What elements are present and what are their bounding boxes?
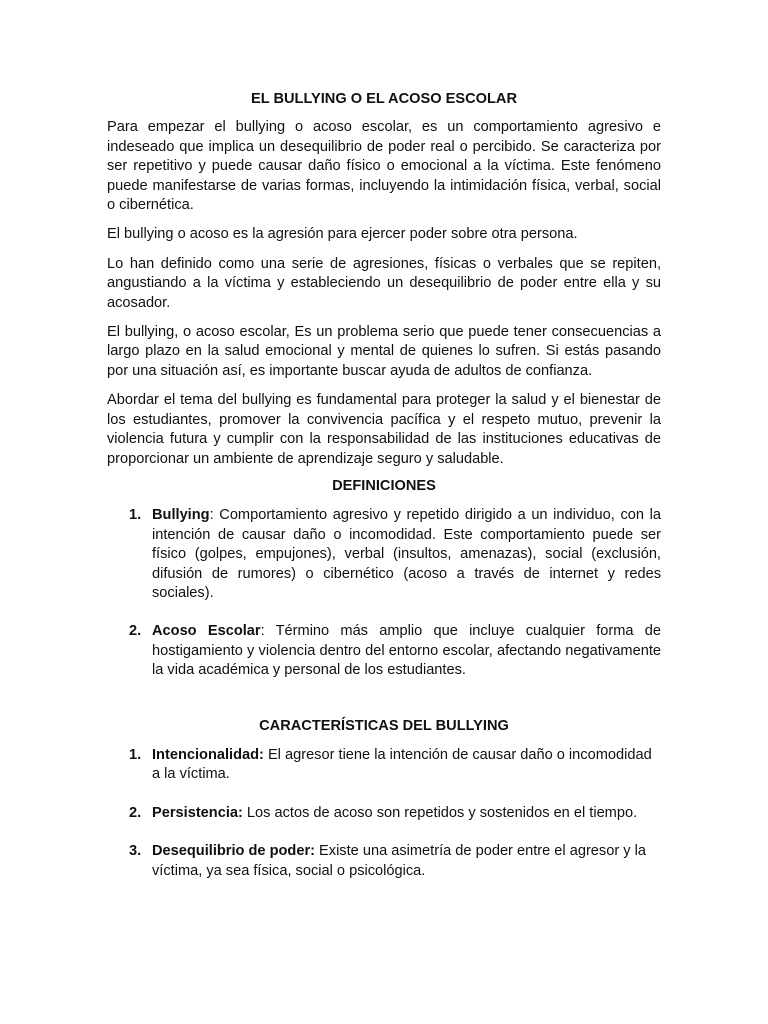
list-item: [107, 804, 661, 823]
list-number: 2.: [129, 804, 142, 821]
list-item-text: [152, 746, 661, 785]
definitions-list: [107, 506, 661, 680]
list-item-text: [152, 506, 661, 603]
characteristic-text: Los actos de acoso son repetidos y sostenidos en el tiempo.: [242, 804, 638, 821]
characteristic-term: Desequilibrio de poder:: [152, 843, 315, 860]
document-title: EL BULLYING O EL ACOSO ESCOLAR: [251, 91, 517, 107]
term-separator: :: [260, 623, 265, 640]
definition-paragraph: El bullying o acoso es la agresión para ejercer poder sobre otra persona.: [107, 226, 578, 243]
characteristic-term: Persistencia:: [152, 804, 243, 821]
list-number: 1.: [129, 507, 142, 524]
list-number: 2.: [129, 623, 142, 640]
list-item: [107, 506, 661, 603]
aggression-paragraph: Lo han definido como una serie de agresiones, físicas o verbales que se repiten, angustiando a la víctima y estableciendo un desequilibrio de poder entre ella y su acosador.: [107, 255, 661, 311]
list-item: [107, 746, 661, 785]
document-page: [107, 90, 661, 900]
consequences-paragraph: El bullying, o acoso escolar, Es un problema serio que puede tener consecuencias a largo plazo en la salud emocional y mental de quienes lo sufren. Si estás pasando por una situación así, es importante buscar ayuda de adultos de confianza.: [107, 324, 661, 379]
characteristic-text: El agresor tiene la intención de causar daño o incomodidad a la víctima.: [152, 746, 652, 783]
definition-text: Comportamiento agresivo y repetido dirigido a un individuo, con la intención de causar daño o incomodidad. Este comportamiento puede ser físico (golpes, empujones), verbal (insultos, amenazas), social (exclusión, difusión de rumores) o cibernético (acoso a través de internet y redes sociales).: [152, 507, 661, 601]
list-item-text: [152, 804, 661, 823]
characteristics-list: [107, 746, 661, 881]
list-item-text: [152, 622, 661, 680]
term-separator: :: [209, 507, 214, 524]
intro-paragraph: Para empezar el bullying o acoso escolar, es un comportamiento agresivo e indeseado que implica un desequilibrio de poder real o percibido. Se caracteriza por ser repetitivo y puede causar daño físico o emocional a la víctima. Este fenómeno puede manifestarse de varias formas, incluyendo la intimidación física, verbal, social o cibernética.: [107, 119, 661, 214]
definition-term: Acoso Escolar: [152, 623, 261, 640]
list-item: [107, 622, 661, 680]
list-item: [107, 842, 661, 881]
characteristics-heading: CARACTERÍSTICAS DEL BULLYING: [259, 717, 509, 734]
definition-term: Bullying: [152, 507, 210, 524]
characteristic-text: Existe una asimetría de poder entre el agresor y la víctima, ya sea física, social o psicológica.: [152, 843, 646, 879]
list-number: 3.: [129, 843, 142, 860]
definition-text: Término más amplio que incluye cualquier forma de hostigamiento y violencia dentro del entorno escolar, afectando negativamente la vida académica y personal de los estudiantes.: [152, 623, 662, 679]
characteristic-term: Intencionalidad:: [152, 746, 264, 763]
list-number: 1.: [129, 746, 142, 763]
definitions-heading: DEFINICIONES: [332, 477, 436, 494]
importance-paragraph: Abordar el tema del bullying es fundamental para proteger la salud y el bienestar de los estudiantes, promover la convivencia pacífica y el respeto mutuo, prevenir la violencia futura y cumplir con la responsabilidad de las instituciones educativas de proporcionar un ambiente de aprendizaje seguro y saludable.: [107, 392, 661, 467]
list-item-text: [152, 842, 661, 881]
